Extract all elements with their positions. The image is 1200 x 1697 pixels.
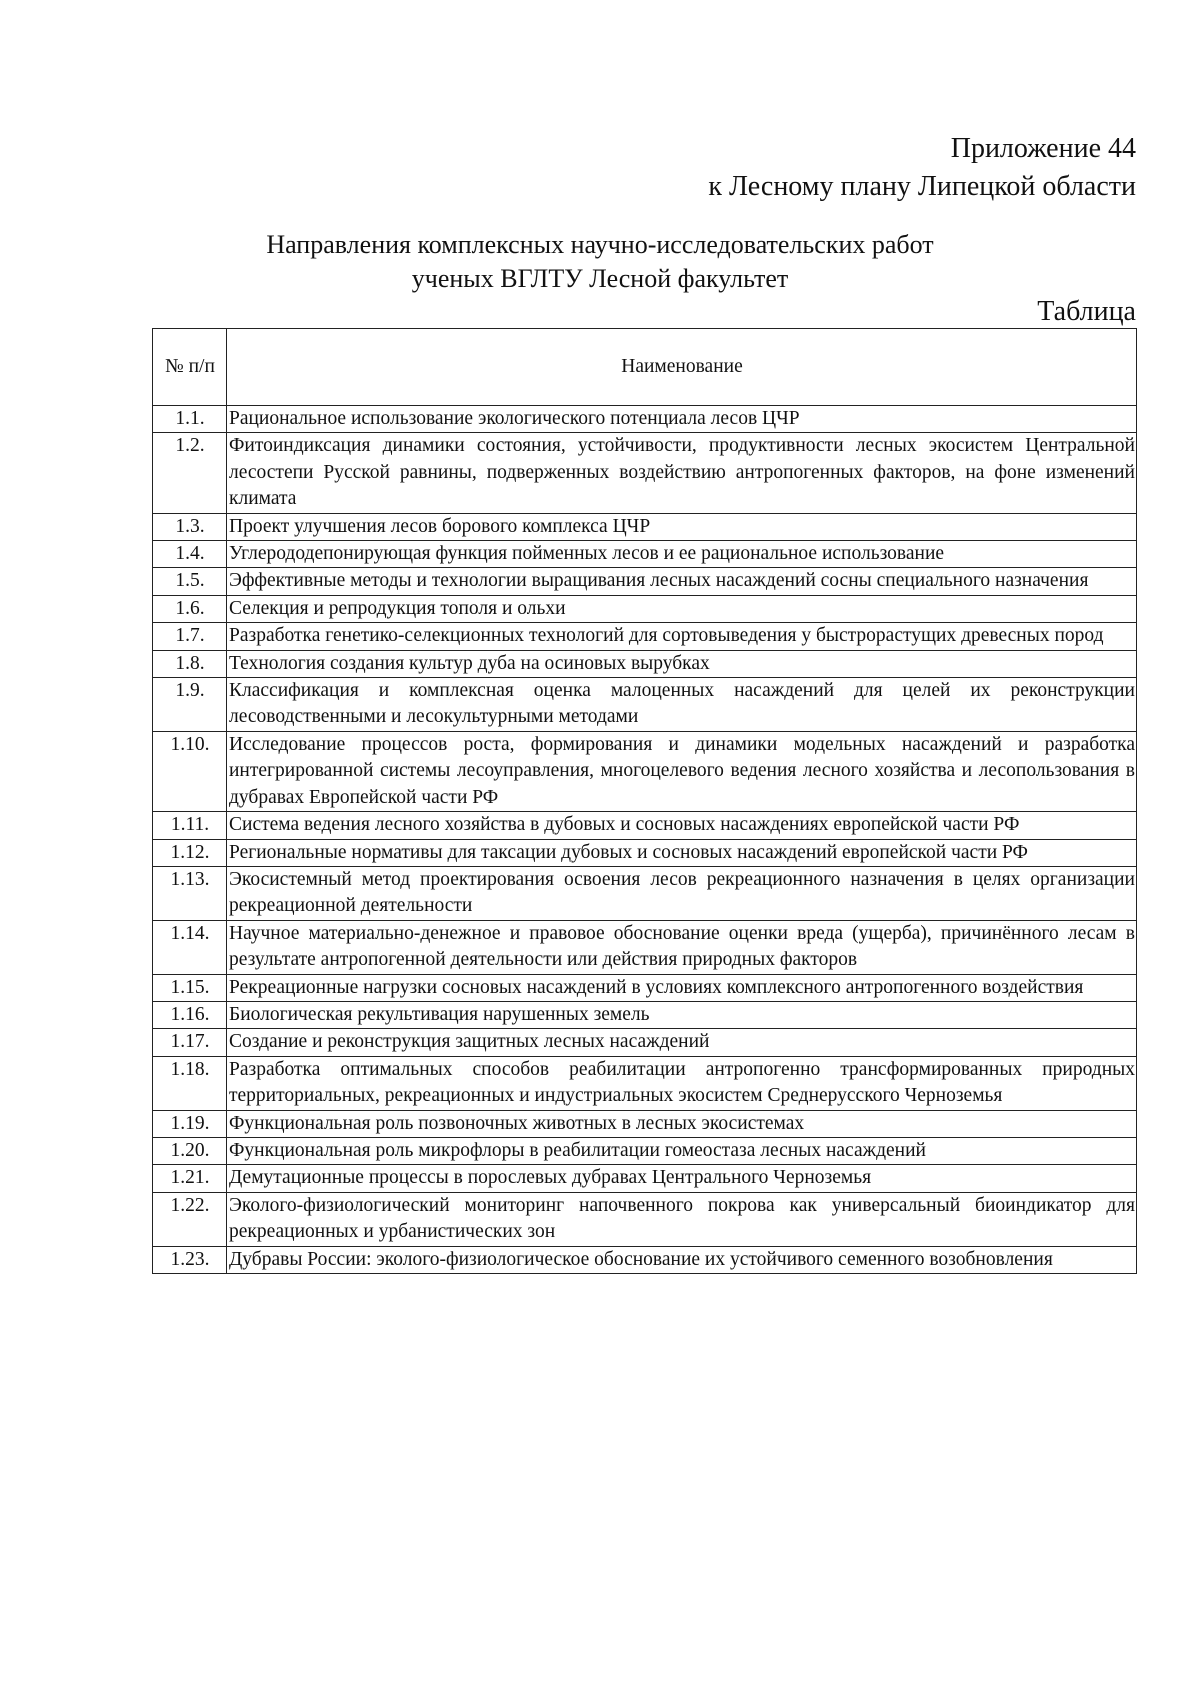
row-number: 1.10. xyxy=(153,731,227,811)
row-number: 1.15. xyxy=(153,974,227,1001)
row-number: 1.14. xyxy=(153,920,227,974)
row-number: 1.16. xyxy=(153,1001,227,1028)
row-name: Классификация и комплексная оценка малоценных насаждений для целей их реконструкции лесоводственными и лесокультурными методами xyxy=(227,678,1137,732)
row-name: Дубравы России: эколого-физиологическое обоснование их устойчивого семенного возобновления xyxy=(227,1246,1137,1273)
table-row xyxy=(153,920,1137,974)
row-number: 1.23. xyxy=(153,1246,227,1273)
table-row xyxy=(153,839,1137,866)
column-header-number: № п/п xyxy=(153,329,227,406)
row-name: Биологическая рекультивация нарушенных земель xyxy=(227,1001,1137,1028)
table-row xyxy=(153,812,1137,839)
row-number: 1.5. xyxy=(153,568,227,595)
table-row xyxy=(153,678,1137,732)
column-header-name: Наименование xyxy=(227,329,1137,406)
row-name: Технология создания культур дуба на осиновых вырубках xyxy=(227,650,1137,677)
row-number: 1.19. xyxy=(153,1110,227,1137)
row-name: Разработка оптимальных способов реабилитации антропогенно трансформированных природных территориальных, рекреационных и индустриальных экосистем Среднерусского Черноземья xyxy=(227,1056,1137,1110)
appendix-header xyxy=(708,130,1136,206)
title-line-2: ученых ВГЛТУ Лесной факультет xyxy=(411,264,789,293)
row-name: Функциональная роль микрофлоры в реабилитации гомеостаза лесных насаждений xyxy=(227,1137,1137,1164)
row-name: Экосистемный метод проектирования освоения лесов рекреационного назначения в целях организации рекреационной деятельности xyxy=(227,866,1137,920)
table-row xyxy=(153,433,1137,513)
row-number: 1.8. xyxy=(153,650,227,677)
table-row xyxy=(153,623,1137,650)
row-number: 1.18. xyxy=(153,1056,227,1110)
row-number: 1.1. xyxy=(153,406,227,433)
row-number: 1.2. xyxy=(153,433,227,513)
table-row xyxy=(153,1246,1137,1273)
row-number: 1.17. xyxy=(153,1029,227,1056)
row-name: Демутационные процессы в порослевых дубравах Центрального Черноземья xyxy=(227,1165,1137,1192)
table-row xyxy=(153,1137,1137,1164)
table-row xyxy=(153,650,1137,677)
row-name: Разработка генетико-селекционных технологий для сортовыведения у быстрорастущих древесных пород xyxy=(227,623,1137,650)
table-row xyxy=(153,595,1137,622)
row-name: Фитоиндиксация динамики состояния, устойчивости, продуктивности лесных экосистем Центральной лесостепи Русской равнины, подверженных воздействию антропогенных факторов, на фоне изменений климата xyxy=(227,433,1137,513)
table-row xyxy=(153,974,1137,1001)
row-number: 1.4. xyxy=(153,541,227,568)
table-body xyxy=(153,329,1137,1274)
row-name: Рациональное использование экологического потенциала лесов ЦЧР xyxy=(227,406,1137,433)
row-name: Проект улучшения лесов борового комплекса ЦЧР xyxy=(227,513,1137,540)
table-row xyxy=(153,1110,1137,1137)
row-number: 1.9. xyxy=(153,678,227,732)
row-name: Функциональная роль позвоночных животных в лесных экосистемах xyxy=(227,1110,1137,1137)
table-row xyxy=(153,541,1137,568)
table-row xyxy=(153,1001,1137,1028)
table-row xyxy=(153,866,1137,920)
research-table xyxy=(152,328,1137,1274)
row-number: 1.3. xyxy=(153,513,227,540)
row-name: Региональные нормативы для таксации дубовых и сосновых насаждений европейской части РФ xyxy=(227,839,1137,866)
appendix-number: Приложение 44 xyxy=(950,133,1136,164)
table-row xyxy=(153,1029,1137,1056)
row-number: 1.13. xyxy=(153,866,227,920)
row-name: Создание и реконструкция защитных лесных насаждений xyxy=(227,1029,1137,1056)
row-number: 1.7. xyxy=(153,623,227,650)
row-name: Исследование процессов роста, формирования и динамики модельных насаждений и разработка интегрированной системы лесоуправления, многоцелевого ведения лесного хозяйства и лесопользования в дубравах Европейской части РФ xyxy=(227,731,1137,811)
title-line-1: Направления комплексных научно-исследовательских работ xyxy=(266,230,934,259)
row-number: 1.11. xyxy=(153,812,227,839)
table-label: Таблица xyxy=(1037,296,1136,327)
table-row xyxy=(153,1056,1137,1110)
table-header-row xyxy=(153,329,1137,406)
row-number: 1.21. xyxy=(153,1165,227,1192)
table-row xyxy=(153,731,1137,811)
row-name: Система ведения лесного хозяйства в дубовых и сосновых насаждениях европейской части РФ xyxy=(227,812,1137,839)
document-title xyxy=(150,228,1050,296)
row-name: Научное материально-денежное и правовое обоснование оценки вреда (ущерба), причинённого лесам в результате антропогенной деятельности или действия природных факторов xyxy=(227,920,1137,974)
row-number: 1.22. xyxy=(153,1192,227,1246)
table-row xyxy=(153,1165,1137,1192)
table-row xyxy=(153,568,1137,595)
row-number: 1.12. xyxy=(153,839,227,866)
table-row xyxy=(153,1192,1137,1246)
table-row xyxy=(153,406,1137,433)
row-name: Эколого-физиологический мониторинг напочвенного покрова как универсальный биоиндикатор для рекреационных и урбанистических зон xyxy=(227,1192,1137,1246)
table-row xyxy=(153,513,1137,540)
row-name: Эффективные методы и технологии выращивания лесных насаждений сосны специального назначения xyxy=(227,568,1137,595)
row-name: Селекция и репродукция тополя и ольхи xyxy=(227,595,1137,622)
row-name: Углерододепонирующая функция пойменных лесов и ее рациональное использование xyxy=(227,541,1137,568)
row-number: 1.20. xyxy=(153,1137,227,1164)
row-name: Рекреационные нагрузки сосновых насаждений в условиях комплексного антропогенного воздействия xyxy=(227,974,1137,1001)
row-number: 1.6. xyxy=(153,595,227,622)
appendix-reference: к Лесному плану Липецкой области xyxy=(708,171,1136,202)
